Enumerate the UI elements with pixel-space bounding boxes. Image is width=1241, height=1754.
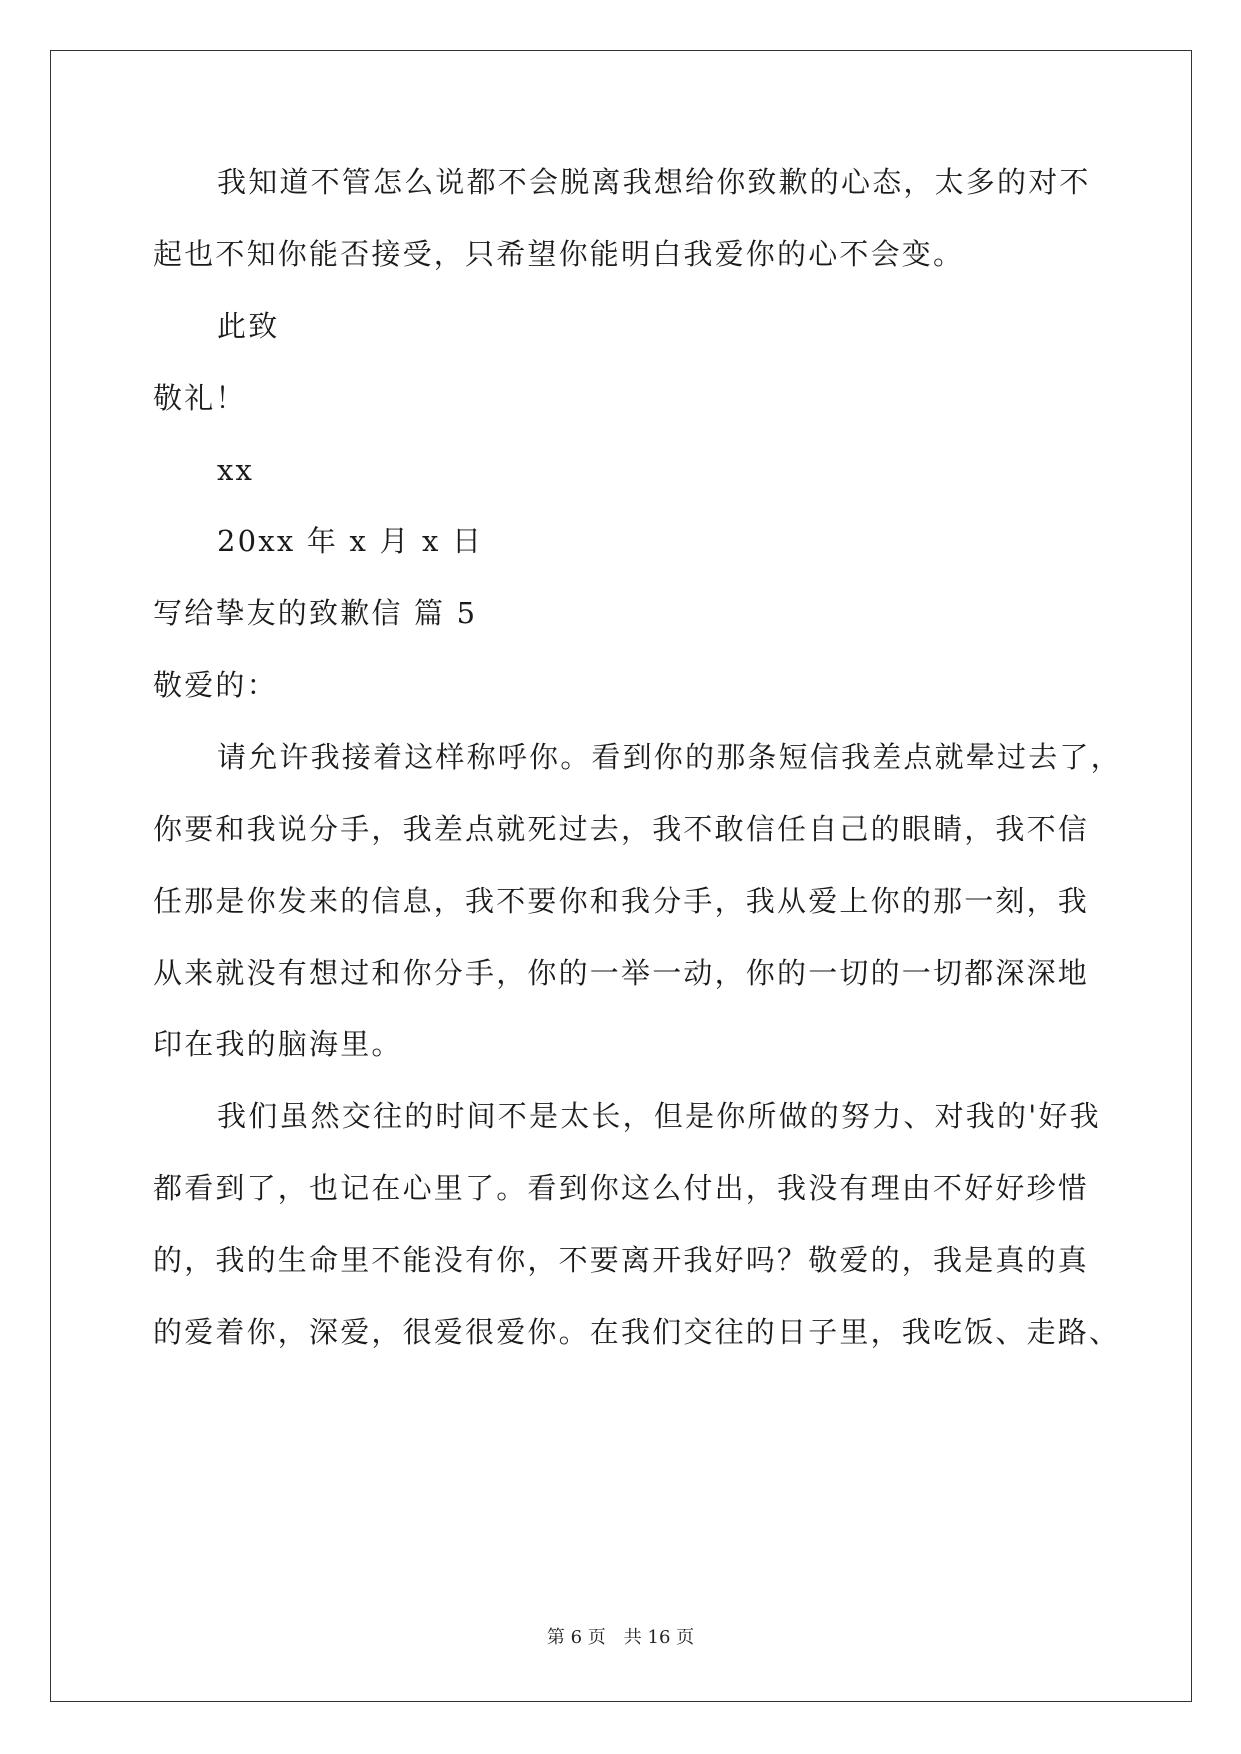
paragraph-line: 印在我的脑海里。 (153, 1027, 403, 1061)
paragraph-line: 你要和我说分手，我差点就死过去，我不敢信任自己的眼睛，我不信 (153, 812, 1090, 846)
paragraph-line: 的爱着你，深爱，很爱很爱你。在我们交往的日子里，我吃饭、走路、 (153, 1315, 1121, 1349)
closing-regards: 敬礼！ (153, 381, 247, 415)
paragraph-line: 我知道不管怎么说都不会脱离我想给你致歉的心态，太多的对不 (217, 165, 1091, 199)
closing-salutation: 此致 (217, 309, 280, 343)
greeting: 敬爱的： (153, 668, 278, 702)
paragraph-line: 的，我的生命里不能没有你，不要离开我好吗？敬爱的，我是真的真 (153, 1243, 1090, 1277)
signature-date: 20xx 年 x 月 x 日 (217, 524, 484, 558)
paragraph-line: 我们虽然交往的时间不是太长，但是你所做的努力、对我的'好我 (217, 1099, 1101, 1133)
page-frame (50, 50, 1192, 1702)
section-heading: 写给挚友的致歉信 篇 5 (153, 596, 478, 630)
signature-name: xx (217, 453, 255, 487)
paragraph-line: 从来就没有想过和你分手，你的一举一动，你的一切的一切都深深地 (153, 956, 1090, 990)
paragraph-line: 起也不知你能否接受，只希望你能明白我爱你的心不会变。 (153, 237, 965, 271)
paragraph-line: 都看到了，也记在心里了。看到你这么付出，我没有理由不好好珍惜 (153, 1171, 1090, 1205)
page-number: 第 6 页 共 16 页 (546, 1627, 695, 1648)
paragraph-line: 任那是你发来的信息，我不要你和我分手，我从爱上你的那一刻，我 (153, 884, 1090, 918)
paragraph-line: 请允许我接着这样称呼你。看到你的那条短信我差点就晕过去了， (217, 740, 1122, 774)
page-footer (0, 1626, 1241, 1650)
